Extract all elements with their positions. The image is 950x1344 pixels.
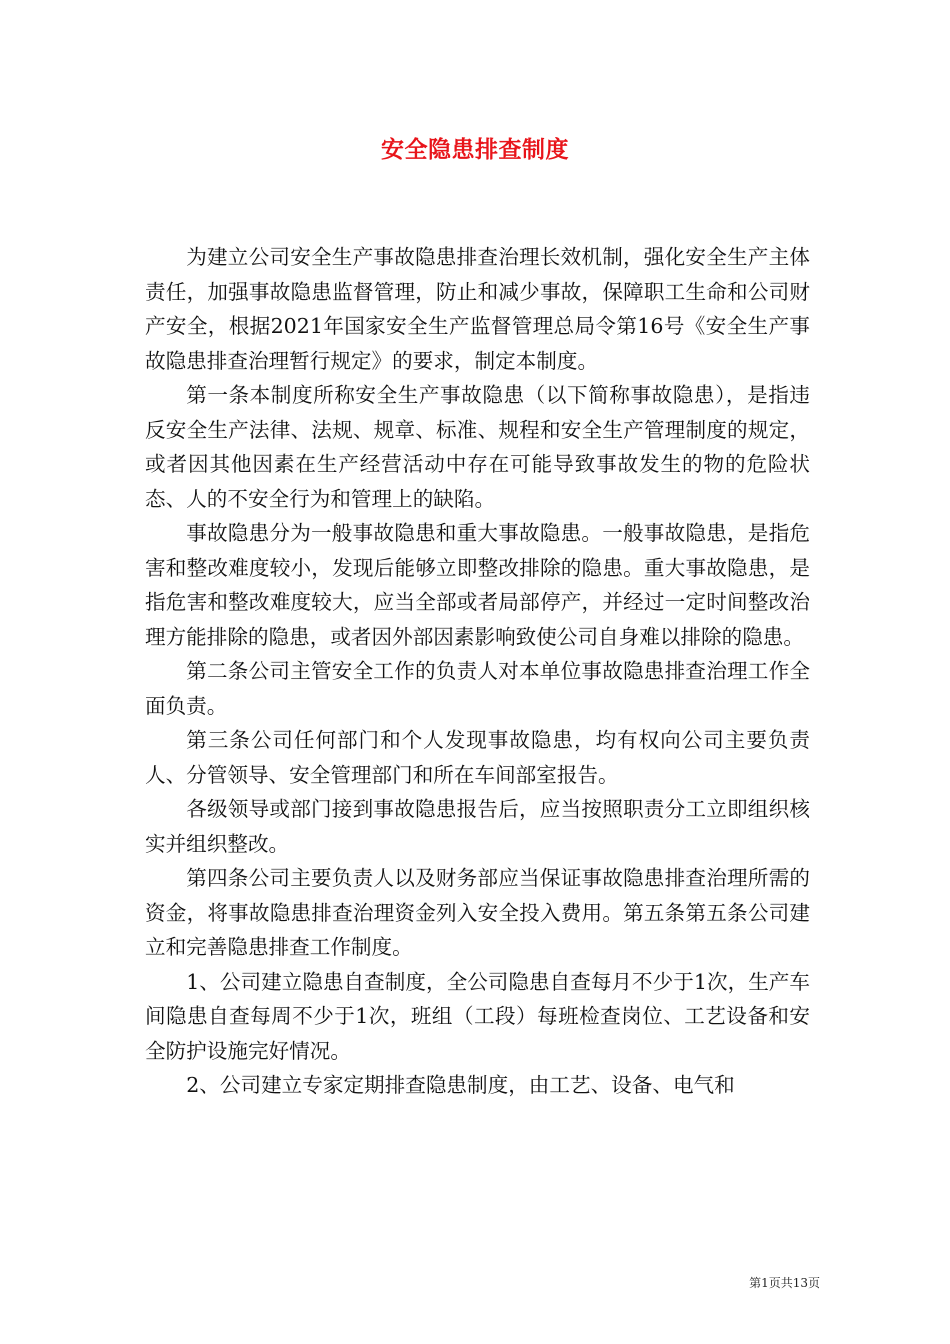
paragraph-hazard-types: 事故隐患分为一般事故隐患和重大事故隐患。一般事故隐患，是指危害和整改难度较小，发现后能够立即整改排除的隐患。重大事故隐患，是指危害和整改难度较大，应当全部或者局部停产，并经过一定时间整改治理方能排除的隐患，或者因外部因素影响致使公司自身难以排除的隐患。 <box>145 521 810 649</box>
paragraph-article-4: 第四条公司主要负责人以及财务部应当保证事故隐患排查治理所需的资金，将事故隐患排查治理资金列入安全投入费用。第五条第五条公司建立和完善隐患排查工作制度。 <box>145 866 810 959</box>
paragraph-article-2: 第二条公司主管安全工作的负责人对本单位事故隐患排查治理工作全面负责。 <box>145 659 810 718</box>
page-number: 第1页共13页 <box>749 1276 820 1290</box>
paragraph-intro: 为建立公司安全生产事故隐患排查治理长效机制，强化安全生产主体责任，加强事故隐患监督管理，防止和减少事故，保障职工生命和公司财产安全，根据2021年国家安全生产监督管理总局令第16号《安全生产事故隐患排查治理暂行规定》的要求，制定本制度。 <box>145 245 810 373</box>
document-body <box>145 240 810 1103</box>
paragraph-item-1: 1、公司建立隐患自查制度，全公司隐患自查每月不少于1次，生产车间隐患自查每周不少于1次，班组（工段）每班检查岗位、工艺设备和安全防护设施完好情况。 <box>145 969 810 1063</box>
paragraph-report-handling: 各级领导或部门接到事故隐患报告后，应当按照职责分工立即组织核实并组织整改。 <box>145 797 810 856</box>
paragraph-article-3: 第三条公司任何部门和个人发现事故隐患，均有权向公司主要负责人、分管领导、安全管理部门和所在车间部室报告。 <box>145 728 810 787</box>
paragraph-article-1: 第一条本制度所称安全生产事故隐患（以下简称事故隐患），是指违反安全生产法律、法规、规章、标准、规程和安全生产管理制度的规定，或者因其他因素在生产经营活动中存在可能导致事故发生的物的危险状态、人的不安全行为和管理上的缺陷。 <box>145 383 810 511</box>
document-title: 安全隐患排查制度 <box>381 137 569 163</box>
paragraph-item-2: 2、公司建立专家定期排查隐患制度，由工艺、设备、电气和 <box>186 1073 735 1097</box>
